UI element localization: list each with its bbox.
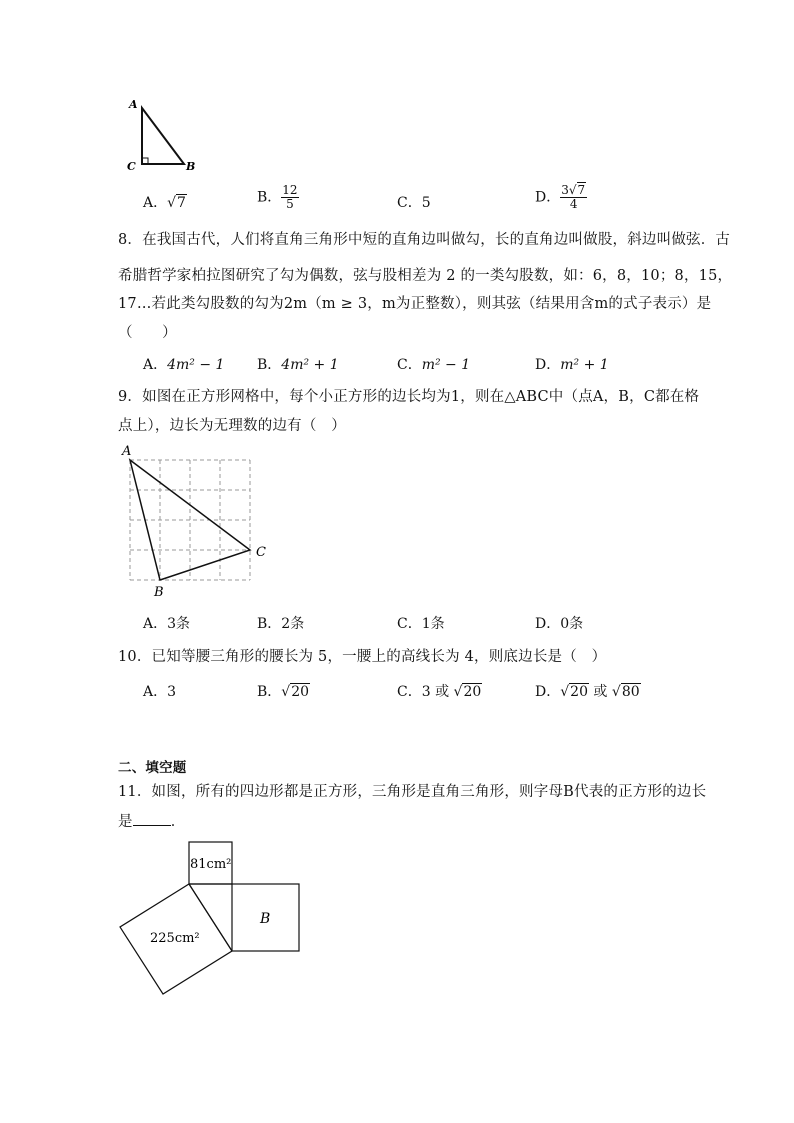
q9-option-a-value: 3条 xyxy=(167,616,191,632)
q7-option-c[interactable] xyxy=(397,192,431,212)
q9-option-d-value: 0条 xyxy=(560,616,584,632)
q8-option-c-letter: C． xyxy=(397,357,422,373)
q11-left-square-label: 225cm² xyxy=(150,931,200,946)
q7-option-d-fraction: $\frac{3√7}{4}$ xyxy=(561,183,586,211)
q9-option-a[interactable] xyxy=(143,613,190,633)
q9-option-d[interactable] xyxy=(535,613,583,633)
q8-option-c[interactable] xyxy=(397,354,470,374)
q9-option-d-letter: D． xyxy=(535,616,561,632)
q9-label-b: B xyxy=(154,585,164,600)
q7-option-a-sqrt: √7 xyxy=(167,195,186,211)
q8-option-d-value: m² + 1 xyxy=(560,357,609,373)
q11-line-2 xyxy=(118,810,185,831)
q11-squares-figure xyxy=(110,836,310,1000)
q7-label-a: A xyxy=(129,98,138,111)
q8-option-a-value: 4m² − 1 xyxy=(167,357,225,373)
q8-option-b-letter: B． xyxy=(257,357,282,373)
q10-option-d[interactable] xyxy=(535,681,641,701)
q7-option-b[interactable] xyxy=(257,184,299,211)
q10-option-c-prefix: 3 或 xyxy=(421,684,454,700)
q7-triangle-figure xyxy=(124,96,204,174)
q9-option-b-value: 2条 xyxy=(281,616,305,632)
q10-option-b-letter: B． xyxy=(257,684,282,700)
q9-line-2: 点上），边长为无理数的边有（ ） xyxy=(118,418,346,434)
q8-line-3: 17…若此类勾股数的勾为2m（m ≥ 3，m为正整数），则其弦（结果用含m的式子表示）是 xyxy=(118,296,712,312)
q9-option-c-letter: C． xyxy=(397,616,422,632)
q10-line-1: 10．已知等腰三角形的腰长为 5，一腰上的高线长为 4，则底边长是（ ） xyxy=(118,649,607,665)
q8-line-2: 希腊哲学家柏拉图研究了勾为偶数，弦与股相差为 2 的一类勾股数，如：6，8，10；8，15， xyxy=(118,268,733,284)
section-2-title: 二、填空题 xyxy=(118,760,187,776)
q8-option-a[interactable] xyxy=(143,354,224,374)
q9-option-b[interactable] xyxy=(257,613,304,633)
q7-option-a-letter: A． xyxy=(143,195,168,211)
q11-line-2-prefix: 是 xyxy=(118,814,133,830)
q10-option-d-sqrt-2: √80 xyxy=(611,684,640,700)
q7-option-c-letter: C． xyxy=(397,195,422,211)
q9-grid-figure xyxy=(118,444,278,602)
q10-option-d-letter: D． xyxy=(535,684,561,700)
q9-option-c[interactable] xyxy=(397,613,445,633)
q8-option-a-letter: A． xyxy=(143,357,168,373)
q7-label-b: B xyxy=(186,160,196,173)
q8-option-c-value: m² − 1 xyxy=(421,357,471,373)
q11-answer-blank[interactable] xyxy=(133,813,171,826)
q10-option-c-sqrt: √20 xyxy=(453,684,482,700)
q11-top-square-label: 81cm² xyxy=(190,857,232,872)
q7-option-c-value: 5 xyxy=(421,195,431,211)
q11-line-1: 11．如图，所有的四边形都是正方形，三角形是直角三角形，则字母B代表的正方形的边长 xyxy=(118,784,707,800)
q7-option-b-fraction: $\frac{12}{5}$ xyxy=(282,183,298,211)
q10-option-a[interactable] xyxy=(143,681,176,701)
q8-option-d[interactable] xyxy=(535,354,609,374)
q10-option-c[interactable] xyxy=(397,681,482,701)
q10-option-b-sqrt: √20 xyxy=(281,684,310,700)
q7-option-b-letter: B． xyxy=(257,189,282,206)
q8-option-d-letter: D． xyxy=(535,357,561,373)
q10-option-c-letter: C． xyxy=(397,684,422,700)
q10-option-a-letter: A． xyxy=(143,684,168,700)
q8-option-b-value: 4m² + 1 xyxy=(281,357,339,373)
q10-option-d-sqrt-1: √20 xyxy=(560,684,588,700)
q11-right-square-label: B xyxy=(260,911,271,927)
q9-option-a-letter: A． xyxy=(143,616,168,632)
q7-option-d[interactable] xyxy=(535,184,587,211)
q11-line-2-suffix: ． xyxy=(170,814,186,830)
q9-option-c-value: 1条 xyxy=(421,616,445,632)
q10-option-a-value: 3 xyxy=(167,684,177,700)
q8-line-4: （ ） xyxy=(118,325,177,341)
q7-option-d-letter: D． xyxy=(535,189,561,206)
q8-line-1: 8．在我国古代，人们将直角三角形中短的直角边叫做勾，长的直角边叫做股，斜边叫做弦．古 xyxy=(118,232,731,248)
q10-option-d-middle: 或 xyxy=(588,684,612,700)
q9-line-1: 9．如图在正方形网格中，每个小正方形的边长均为1，则在△ABC中（点A，B，C都在格 xyxy=(118,389,700,405)
q9-option-b-letter: B． xyxy=(257,616,282,632)
q10-option-b[interactable] xyxy=(257,681,310,701)
q8-option-b[interactable] xyxy=(257,354,339,374)
q9-label-c: C xyxy=(256,545,266,560)
q9-label-a: A xyxy=(122,444,132,459)
q7-option-a[interactable] xyxy=(143,192,187,212)
q7-label-c: C xyxy=(127,160,136,173)
